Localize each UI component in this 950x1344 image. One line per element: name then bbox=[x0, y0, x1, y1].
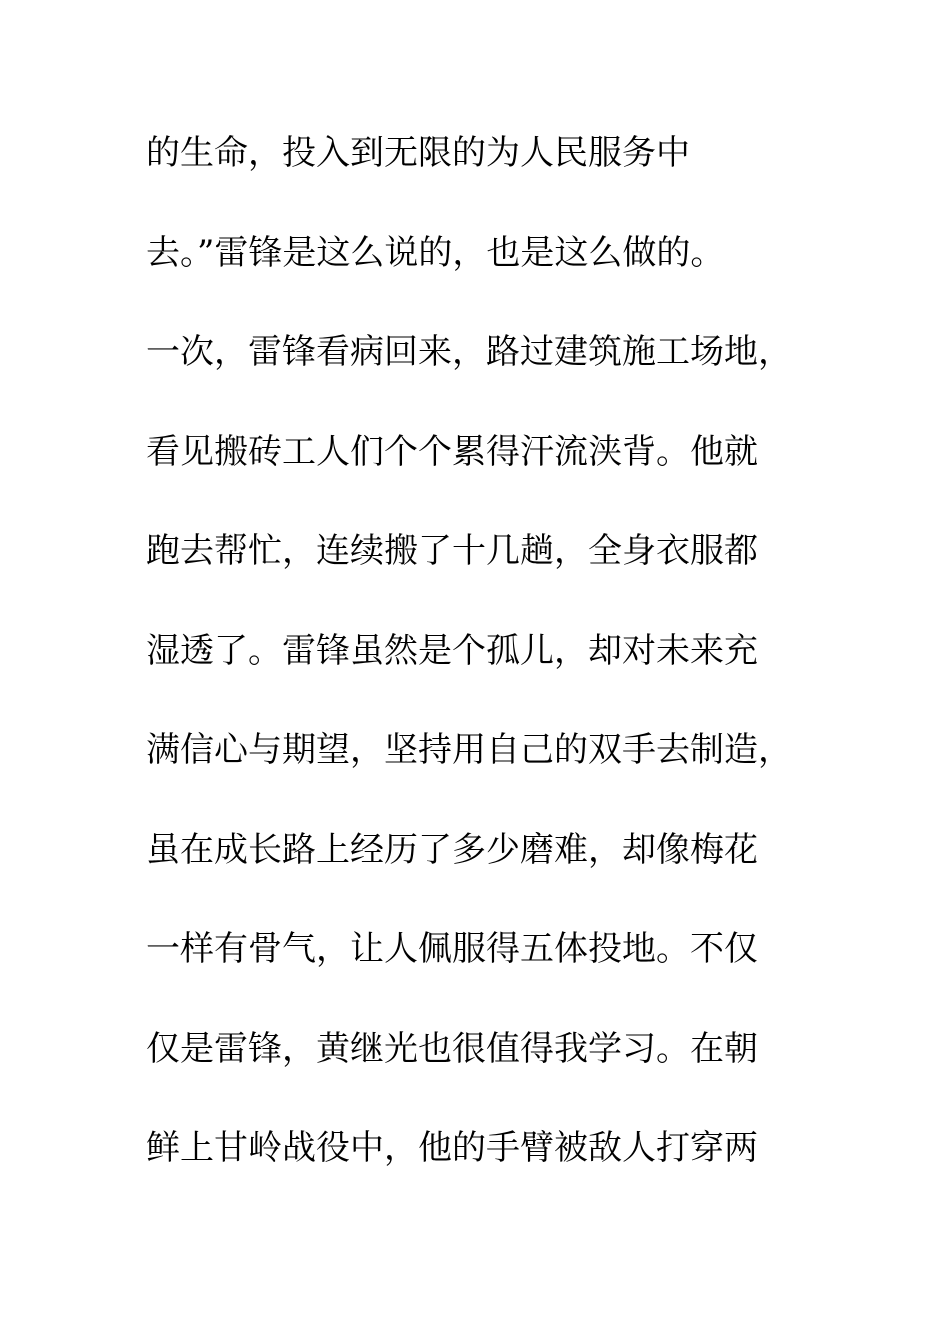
text-line-11: 鲜上甘岭战役中，他的手臂被敌人打穿两 bbox=[146, 1128, 758, 1168]
text-line-2: 去。”雷锋是这么说的，也是这么做的。 bbox=[146, 232, 725, 273]
text-line-10: 仅是雷锋，黄继光也很值得我学习。在朝 bbox=[146, 1028, 758, 1069]
body-text bbox=[146, 124, 846, 1219]
text-line-4: 看见搬砖工人们个个累得汗流浃背。他就 bbox=[146, 431, 758, 472]
text-line-7: 满信心与期望，坚持用自己的双手去制造， bbox=[146, 730, 792, 770]
text-line-5: 跑去帮忙，连续搬了十几趟，全身衣服都 bbox=[146, 531, 758, 571]
text-line-1: 的生命，投入到无限的为人民服务中 bbox=[146, 133, 690, 173]
text-line-9: 一样有骨气，让人佩服得五体投地。不仅 bbox=[146, 929, 758, 969]
text-line-6: 湿透了。雷锋虽然是个孤儿，却对未来充 bbox=[146, 630, 758, 671]
text-line-8: 虽在成长路上经历了多少磨难，却像梅花 bbox=[146, 829, 758, 870]
text-line-3: 一次，雷锋看病回来，路过建筑施工场地， bbox=[146, 332, 792, 372]
